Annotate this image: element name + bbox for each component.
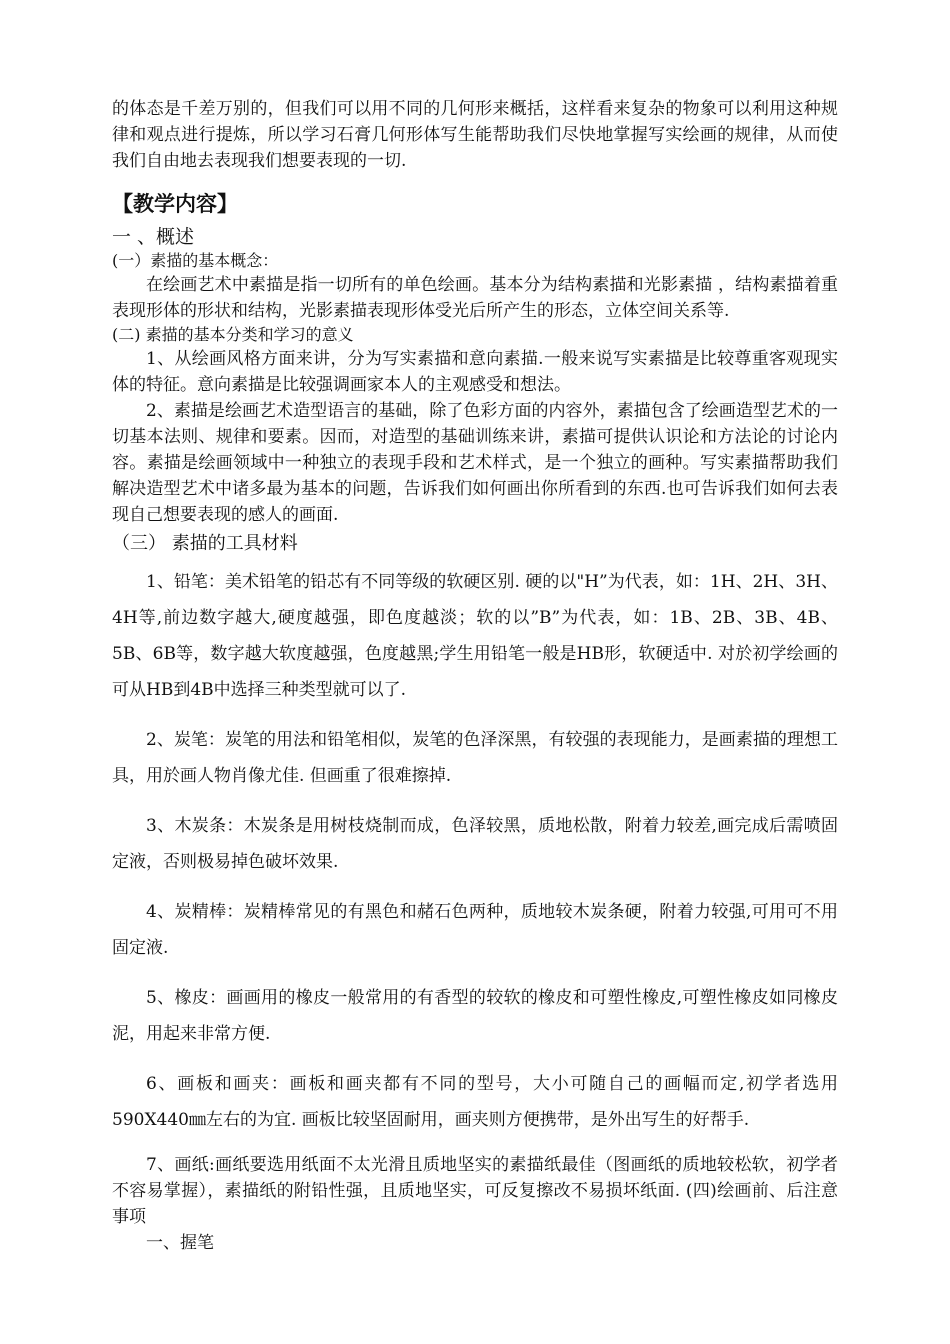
- grip-heading: 一、握笔: [146, 1233, 214, 1253]
- tool-paper-paragraph: 7、画纸:画纸要选用纸面不太光滑且质地坚实的素描纸最佳（图画纸的质地较松软，初学者不容易掌握），素描纸的附铅性强，且质地坚实，可反复擦改不易损坏纸面. (四)绘画前、后注意事项: [112, 1155, 838, 1227]
- tool-charcoal-pencil-paragraph: 2、炭笔：炭笔的用法和铅笔相似，炭笔的色泽深黑，有较强的表现能力，是画素描的理想工具，用於画人物肖像尤佳. 但画重了很难擦掉.: [112, 730, 838, 786]
- concept-paragraph: 在绘画艺术中素描是指一切所有的单色绘画。基本分为结构素描和光影素描 ，结构素描着重表现形体的形状和结构，光影素描表现形体受光后所产生的形态，立体空间关系等.: [112, 275, 838, 321]
- tool-pencil-paragraph: 1、铅笔：美术铅笔的铅芯有不同等级的软硬区别. 硬的以"H”为代表，如：1H、2H、3H、4H等,前边数字越大,硬度越强，即色度越淡；软的以”B”为代表，如：1B、2B、3B、4B、5B、6B等，数字越大软度越强，色度越黑;学生用铅笔一般是HB形，软硬适中. 对於初学绘画的可从HB到4B中选择三种类型就可以了.: [112, 572, 838, 700]
- teaching-content-heading: 【教学内容】: [112, 192, 238, 216]
- tool-eraser-paragraph: 5、橡皮：画画用的橡皮一般常用的有香型的较软的橡皮和可塑性橡皮,可塑性橡皮如同橡皮泥，用起来非常方便.: [112, 988, 838, 1044]
- subsection-concept-heading: (一）素描的基本概念：: [112, 251, 279, 270]
- tool-conte-paragraph: 4、炭精棒：炭精棒常见的有黑色和赭石色两种，质地较木炭条硬，附着力较强,可用可不用固定液.: [112, 902, 838, 958]
- classification-paragraph-1: 1、从绘画风格方面来讲，分为写实素描和意向素描.一般来说写实素描是比较尊重客观现实体的特征。意向素描是比较强调画家本人的主观感受和想法。: [112, 349, 838, 395]
- subsection-classification-heading: (二) 素描的基本分类和学习的意义: [112, 325, 354, 344]
- tool-charcoal-stick-paragraph: 3、木炭条：木炭条是用树枝烧制而成，色泽较黑，质地松散，附着力较差,画完成后需喷固定液，否则极易掉色破坏效果.: [112, 816, 838, 872]
- intro-paragraph: 的体态是千差万别的，但我们可以用不同的几何形来概括，这样看来复杂的物象可以利用这种规律和观点进行提炼，所以学习石膏几何形体写生能帮助我们尽快地掌握写实绘画的规律，从而使我们自由地去表现我们想要表现的一切.: [112, 99, 838, 171]
- classification-paragraph-2: 2、素描是绘画艺术造型语言的基础，除了色彩方面的内容外，素描包含了绘画造型艺术的一切基本法则、规律和要素。因而，对造型的基础训练来讲，素描可提供认识论和方法论的讨论内容。素描是绘画领域中一种独立的表现手段和艺术样式，是一个独立的画种。写实素描帮助我们解决造型艺术中诸多最为基本的问题，告诉我们如何画出你所看到的东西.也可告诉我们如何去表现自己想要表现的感人的画面.: [112, 401, 838, 525]
- tool-drawing-board-paragraph: 6、画板和画夹：画板和画夹都有不同的型号，大小可随自己的画幅而定,初学者选用590X440㎜左右的为宜. 画板比较坚固耐用，画夹则方便携带，是外出写生的好帮手.: [112, 1074, 838, 1130]
- subsection-tools-heading: （三） 素描的工具材料: [112, 533, 298, 554]
- section-overview-heading: 一 、概述: [112, 226, 195, 248]
